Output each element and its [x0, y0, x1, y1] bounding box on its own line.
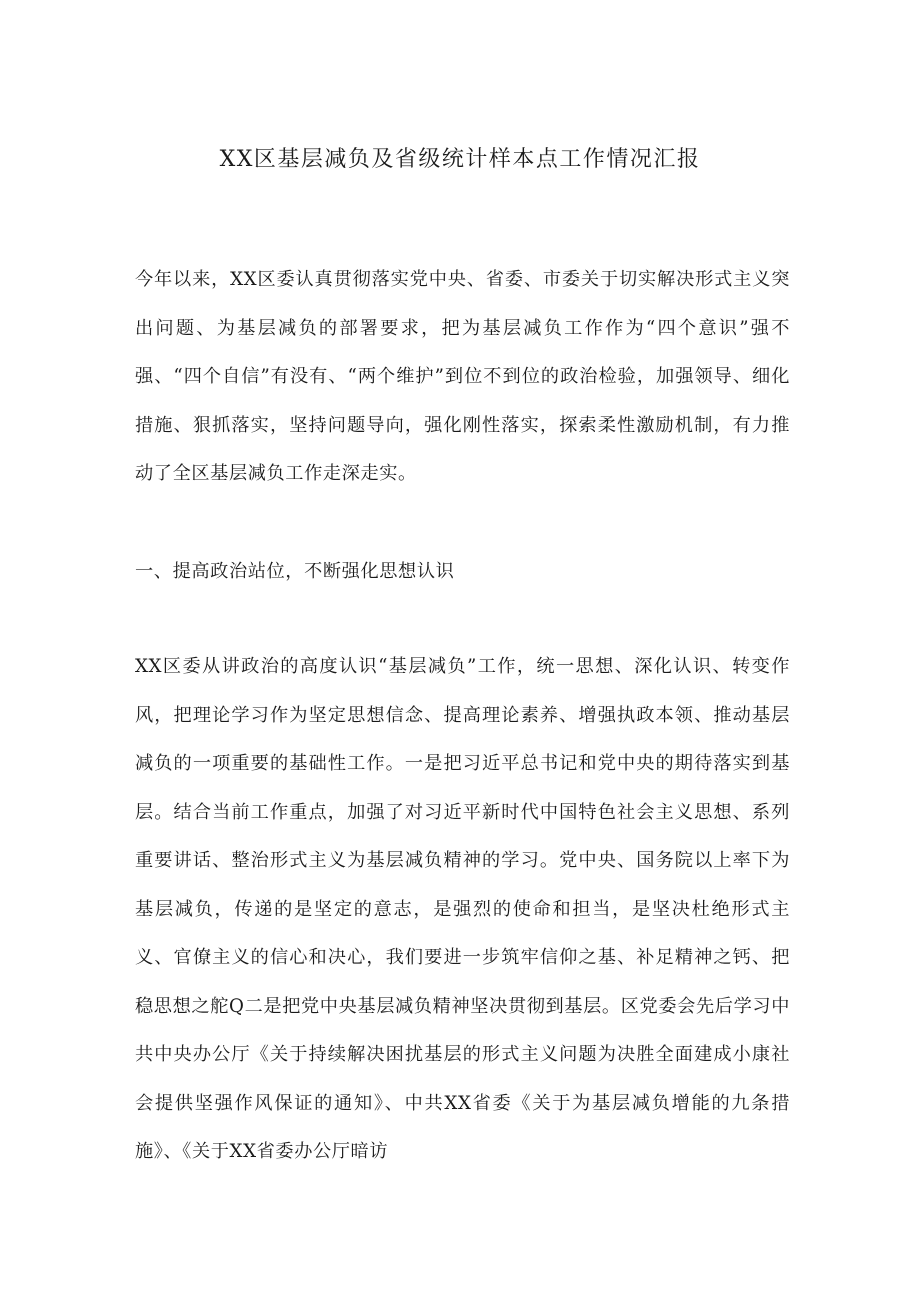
section-heading: 一、提高政治站位，不断强化思想认识: [135, 561, 455, 582]
intro-paragraph: 今年以来，XX区委认真贯彻落实党中央、省委、市委关于切实解决形式主义突出问题、为基层减负的部署要求，把为基层减负工作作为“四个意识”强不强、“四个自信”有没有、“两个维护”到位不到位的政治检验，加强领导、细化措施、狠抓落实，坚持问题导向，强化刚性落实，探索柔性激励机制，有力推动了全区基层减负工作走深走实。: [135, 269, 790, 484]
section-paragraph: XX区委从讲政治的高度认识“基层减负”工作，统一思想、深化认识、转变作风，把理论学习作为坚定思想信念、提高理论素养、增强执政本领、推动基层减负的一项重要的基础性工作。一是把习近平总书记和党中央的期待落实到基层。结合当前工作重点，加强了对习近平新时代中国特色社会主义思想、系列重要讲话、整治形式主义为基层减负精神的学习。党中央、国务院以上率下为基层减负，传递的是坚定的意志，是强烈的使命和担当，是坚决杜绝形式主义、官僚主义的信心和决心，我们要进一步筑牢信仰之基、补足精神之钙、把稳思想之舵Q二是把党中央基层减负精神坚决贯彻到基层。区党委会先后学习中共中央办公厅《关于持续解决困扰基层的形式主义问题为决胜全面建成小康社会提供坚强作风保证的通知》、中共XX省委《关于为基层减负增能的九条措施》、《关于XX省委办公厅暗访: [135, 656, 790, 1162]
document-title: XX区基层减负及省级统计样本点工作情况汇报: [219, 147, 701, 172]
